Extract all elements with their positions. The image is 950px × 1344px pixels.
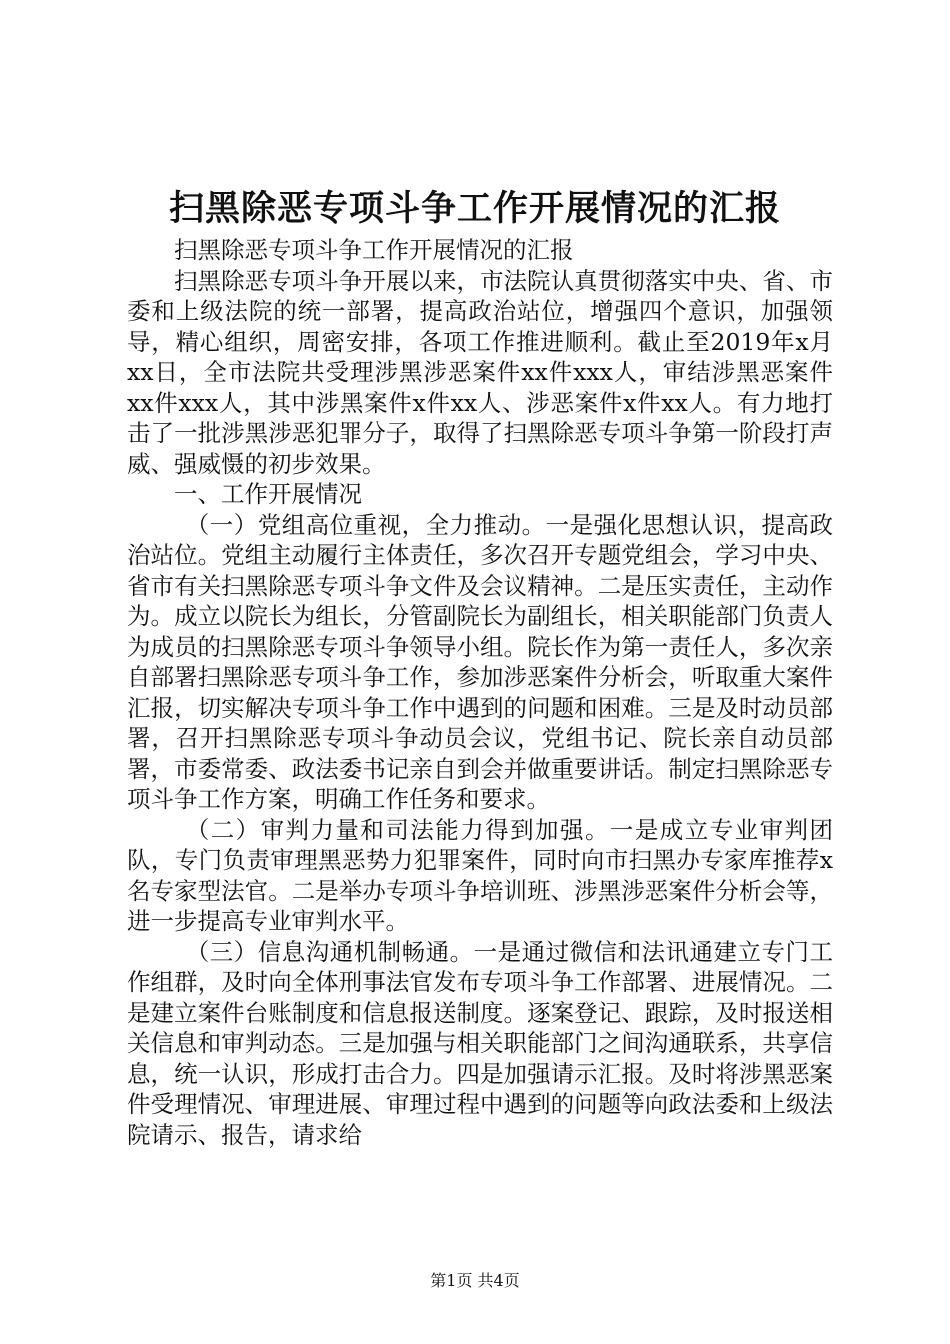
subtitle-line: 扫黑除恶专项斗争工作开展情况的汇报 bbox=[174, 236, 574, 264]
document-title: 扫黑除恶专项斗争工作开展情况的汇报 bbox=[168, 188, 781, 229]
document-body bbox=[127, 235, 833, 1150]
page-footer: 第1页 共4页 bbox=[430, 1271, 520, 1290]
paragraph-2: （二）审判力量和司法能力得到加强。一是成立专业审判团队，专门负责审理黑恶势力犯罪案件，同时向市扫黑办专家库推荐x名专家型法官。二是举办专项斗争培训班、涉黑涉恶案件分析会等，进一步提高专业审判水平。 bbox=[127, 815, 833, 935]
paragraph-1: （一）党组高位重视，全力推动。一是强化思想认识，提高政治站位。党组主动履行主体责任，多次召开专题党组会，学习中央、省市有关扫黑除恶专项斗争文件及会议精神。二是压实责任，主动作为。成立以院长为组长，分管副院长为副组长，相关职能部门负责人为成员的扫黑除恶专项斗争领导小组。院长作为第一责任人，多次亲自部署扫黑除恶专项斗争工作，参加涉恶案件分析会，听取重大案件汇报，切实解决专项斗争工作中遇到的问题和困难。三是及时动员部署，召开扫黑除恶专项斗争动员会议，党组书记、院长亲自动员部署，市委常委、政法委书记亲自到会并做重要讲话。制定扫黑除恶专项斗争工作方案，明确工作任务和要求。 bbox=[127, 510, 833, 813]
paragraph-3: （三）信息沟通机制畅通。一是通过微信和法讯通建立专门工作组群，及时向全体刑事法官发布专项斗争工作部署、进展情况。二是建立案件台账制度和信息报送制度。逐案登记、跟踪，及时报送相关信息和审判动态。三是加强与相关职能部门之间沟通联系，共享信息，统一认识，形成打击合力。四是加强请示汇报。及时将涉黑恶案件受理情况、审理进展、审理过程中遇到的问题等向政法委和上级法院请示、报告，请求给 bbox=[127, 937, 833, 1149]
intro-paragraph: 扫黑除恶专项斗争开展以来，市法院认真贯彻落实中央、省、市委和上级法院的统一部署，提高政治站位，增强四个意识，加强领导，精心组织，周密安排，各项工作推进顺利。截止至2019年x月xx日，全市法院共受理涉黑涉恶案件xx件xxx人，审结涉黑恶案件xx件xxx人，其中涉黑案件x件xx人、涉恶案件x件xx人。有力地打击了一批涉黑涉恶犯罪分子，取得了扫黑除恶专项斗争第一阶段打声威、强威慑的初步效果。 bbox=[127, 266, 833, 478]
section-heading: 一、工作开展情况 bbox=[174, 480, 362, 508]
